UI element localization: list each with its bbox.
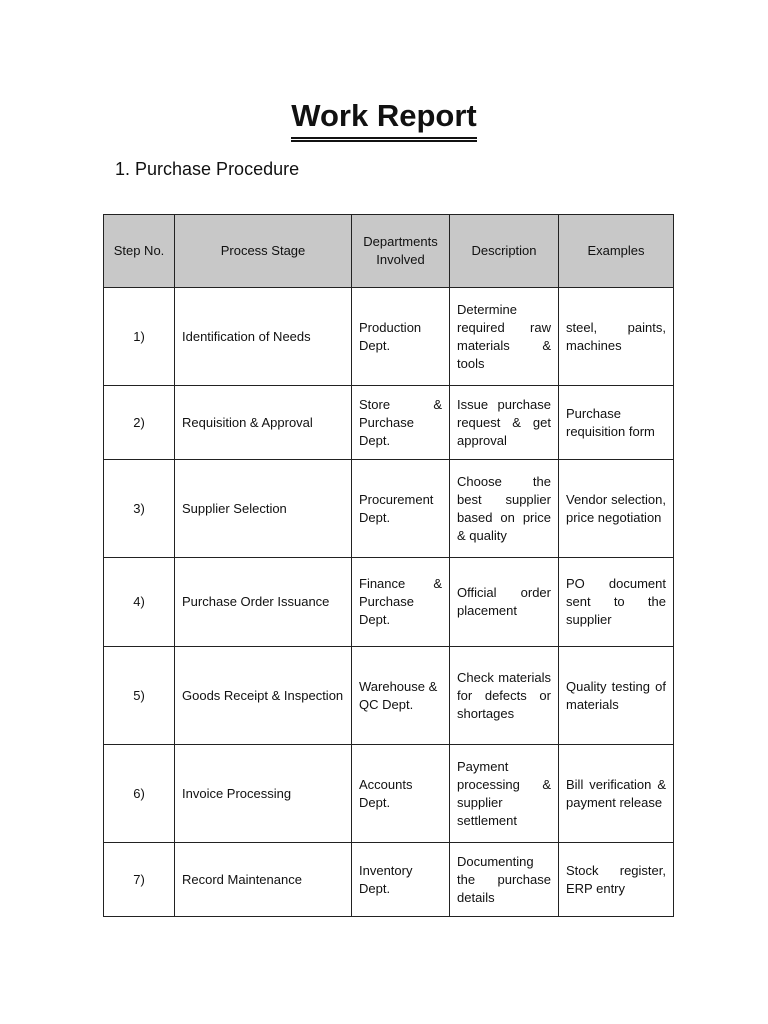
step-number: 1): [104, 288, 175, 386]
table-row: [104, 558, 674, 647]
header-process-stage: Process Stage: [175, 215, 352, 288]
departments-involved: Accounts Dept.: [352, 745, 450, 843]
table-row: [104, 647, 674, 745]
step-number: 6): [104, 745, 175, 843]
header-examples: Examples: [559, 215, 674, 288]
departments-involved: Warehouse & QC Dept.: [352, 647, 450, 745]
header-step-no: Step No.: [104, 215, 175, 288]
step-number: 5): [104, 647, 175, 745]
header-description: Description: [450, 215, 559, 288]
examples: PO document sent to the supplier: [559, 558, 674, 647]
description: Check materials for defects or shortages: [450, 647, 559, 745]
examples: steel, paints, machines: [559, 288, 674, 386]
process-stage: Purchase Order Issuance: [175, 558, 352, 647]
report-title: Work Report: [291, 96, 476, 142]
table-row: [104, 288, 674, 386]
table-row: [104, 460, 674, 558]
departments-involved: Finance & Purchase Dept.: [352, 558, 450, 647]
description: Official order placement: [450, 558, 559, 647]
description: Choose the best supplier based on price & quality: [450, 460, 559, 558]
description: Documenting the purchase details: [450, 843, 559, 917]
process-stage: Identification of Needs: [175, 288, 352, 386]
departments-involved: Inventory Dept.: [352, 843, 450, 917]
examples: Quality testing of materials: [559, 647, 674, 745]
header-departments: Departments Involved: [352, 215, 450, 288]
table-row: [104, 843, 674, 917]
process-stage: Requisition & Approval: [175, 386, 352, 460]
description: Determine required raw materials & tools: [450, 288, 559, 386]
process-stage: Goods Receipt & Inspection: [175, 647, 352, 745]
table-row: [104, 745, 674, 843]
departments-involved: Store & Purchase Dept.: [352, 386, 450, 460]
step-number: 7): [104, 843, 175, 917]
purchase-procedure-table: [103, 214, 674, 917]
departments-involved: Procurement Dept.: [352, 460, 450, 558]
departments-involved: Production Dept.: [352, 288, 450, 386]
examples: Purchase requisition form: [559, 386, 674, 460]
examples: Stock register, ERP entry: [559, 843, 674, 917]
examples: Bill verification & payment release: [559, 745, 674, 843]
description: Issue purchase request & get approval: [450, 386, 559, 460]
process-stage: Supplier Selection: [175, 460, 352, 558]
report-title-block: [0, 96, 768, 142]
step-number: 2): [104, 386, 175, 460]
description: Payment processing & supplier settlement: [450, 745, 559, 843]
process-stage: Invoice Processing: [175, 745, 352, 843]
table-header-row: [104, 215, 674, 288]
process-stage: Record Maintenance: [175, 843, 352, 917]
table-row: [104, 386, 674, 460]
section-heading: 1. Purchase Procedure: [115, 159, 300, 179]
step-number: 3): [104, 460, 175, 558]
examples: Vendor selection, price negotiation: [559, 460, 674, 558]
step-number: 4): [104, 558, 175, 647]
